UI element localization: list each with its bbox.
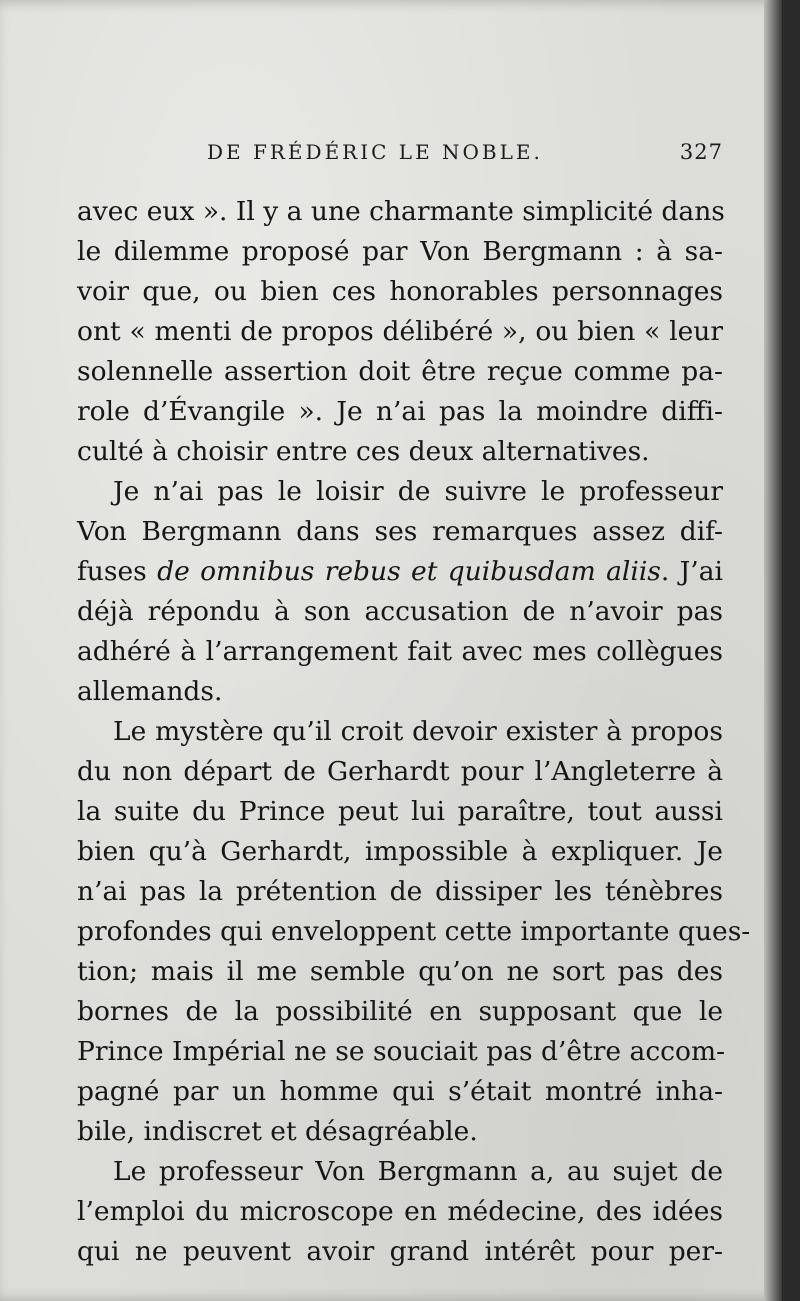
text-fragment: fuses	[77, 556, 158, 587]
text-line: voir que, ou bien ces honorables personnages	[77, 276, 723, 307]
text-line: Je n’ai pas le loisir de suivre le professeur	[113, 476, 723, 507]
text-line: allemands.	[77, 676, 223, 707]
text-line: la suite du Prince peut lui paraître, tout aussi	[77, 796, 723, 827]
text-line: pagné par un homme qui s’était montré inha-	[77, 1076, 723, 1107]
text-fragment: . J’ai	[660, 556, 723, 587]
text-line: adhéré à l’arrangement fait avec mes collègues	[77, 636, 723, 667]
latin-italic-phrase: de omnibus rebus et quibusdam aliis	[157, 556, 661, 587]
text-line: bornes de la possibilité en supposant que le	[77, 996, 723, 1027]
running-header	[77, 140, 723, 170]
text-line: avec eux ». Il y a une charmante simplicité dans	[77, 196, 725, 227]
text-line: Le professeur Von Bergmann a, au sujet de	[113, 1156, 723, 1187]
body-text	[77, 192, 751, 1272]
text-line: ont « menti de propos délibéré », ou bien « leur	[77, 316, 723, 347]
text-line: bile, indiscret et désagréable.	[77, 1116, 478, 1147]
text-line: role d’Évangile ». Je n’ai pas la moindre diffi-	[77, 396, 723, 427]
text-line-with-italic	[77, 552, 723, 592]
text-line: bien qu’à Gerhardt, impossible à expliquer. Je	[77, 836, 723, 867]
text-line: du non départ de Gerhardt pour l’Angleterre à	[77, 756, 723, 787]
text-line: culté à choisir entre ces deux alternatives.	[77, 436, 650, 467]
text-line: Prince Impérial ne se souciait pas d’être accom-	[77, 1036, 726, 1067]
text-line: l’emploi du microscope en médecine, des idées	[77, 1196, 723, 1227]
running-title: DE FRÉDÉRIC LE NOBLE.	[207, 140, 543, 164]
page-edge-shadow	[764, 0, 782, 1301]
text-line: Le mystère qu’il croit devoir exister à propos	[113, 716, 723, 747]
text-line: déjà répondu à son accusation de n’avoir pas	[77, 596, 723, 627]
page-number: 327	[679, 140, 723, 164]
text-line: n’ai pas la prétention de dissiper les ténèbres	[77, 876, 723, 907]
text-line: tion; mais il me semble qu’on ne sort pas des	[77, 956, 723, 987]
text-line: solennelle assertion doit être reçue comme pa-	[77, 356, 723, 387]
text-line: Von Bergmann dans ses remarques assez dif-	[77, 516, 723, 547]
text-line: qui ne peuvent avoir grand intérêt pour per-	[77, 1236, 723, 1267]
text-line: le dilemme proposé par Von Bergmann : à sa-	[77, 236, 723, 267]
text-line: profondes qui enveloppent cette importante ques-	[77, 916, 751, 947]
